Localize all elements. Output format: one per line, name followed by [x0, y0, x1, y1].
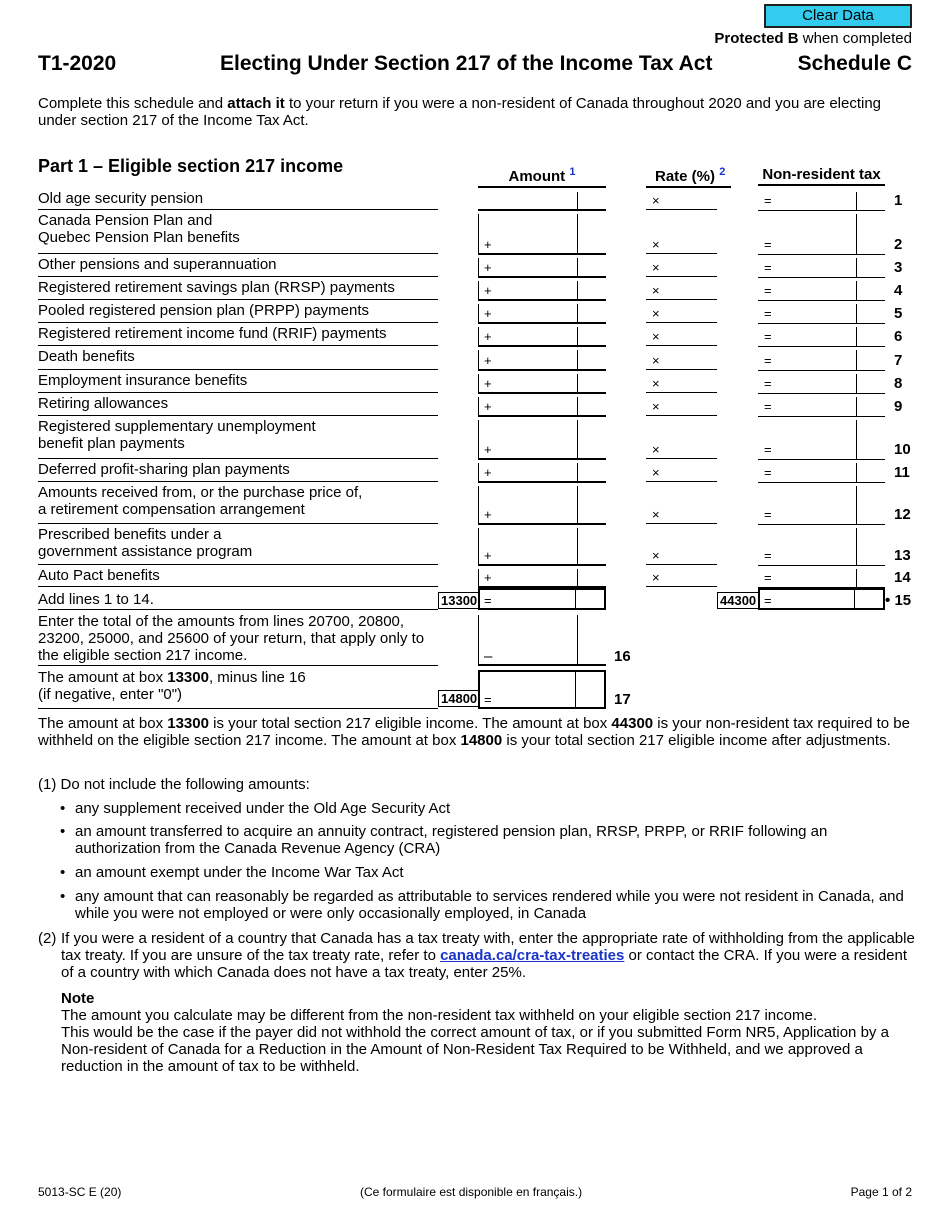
line7-tax-field[interactable] [758, 350, 885, 371]
line9-rule [38, 415, 438, 416]
line7-tax-cents[interactable] [856, 350, 857, 370]
box-13300: 13300 [438, 592, 480, 609]
line16-label: Enter the total of the amounts from lines 20700, 20800, 23200, 25000, and 25600 of your return, that apply only to the eligible section 217 income. [38, 613, 425, 664]
line13-tax-cents[interactable] [856, 528, 857, 565]
line12-tax-field[interactable] [758, 486, 885, 525]
line16-amount-cents[interactable] [577, 615, 578, 664]
line17-label [38, 669, 458, 703]
amount-header-text: Amount [508, 168, 566, 185]
line3-tax-cents[interactable] [856, 258, 857, 277]
line5-tax-cents[interactable] [856, 304, 857, 323]
line5-label: Pooled registered pension plan (PRPP) payments [38, 302, 370, 319]
line11-tax-cents[interactable] [856, 463, 857, 482]
line8-rule [38, 392, 438, 393]
line17-rule [38, 708, 438, 709]
line1-equals: = [764, 193, 772, 208]
summary-t1: The amount at box [38, 715, 168, 732]
line9-times: × [652, 399, 660, 414]
box-14800: 14800 [438, 690, 480, 707]
line6-plus: + [484, 329, 492, 344]
line13-equals: = [764, 548, 772, 563]
line13-amount-field[interactable] [478, 528, 606, 566]
line14-equals: = [764, 570, 772, 585]
line15-tax-cents[interactable] [854, 590, 855, 608]
line3-number: 3 [894, 259, 903, 276]
box-44300: 44300 [717, 592, 759, 609]
line6-number: 6 [894, 328, 903, 345]
line7-equals: = [764, 353, 772, 368]
summary-t4: is your total section 217 eligible income after adjustments. [502, 732, 891, 749]
line5-amount-field[interactable] [478, 304, 606, 324]
line12-amount-field[interactable] [478, 486, 606, 525]
line2-label: Canada Pension Plan and Quebec Pension Plan benefits [38, 212, 240, 246]
line2-tax-field[interactable] [758, 214, 885, 255]
line10-plus: + [484, 442, 492, 457]
line8-number: 8 [894, 375, 903, 392]
line7-rule [38, 369, 438, 370]
line10-rule [38, 458, 438, 459]
line2-amount-field[interactable] [478, 214, 606, 255]
line13-amount-cents[interactable] [577, 528, 578, 564]
line13-tax-field[interactable] [758, 528, 885, 566]
line2-amount-cents[interactable] [577, 214, 578, 253]
form-id: T1-2020 [38, 52, 117, 75]
line13-times: × [652, 548, 660, 563]
line11-amount-cents[interactable] [577, 463, 578, 481]
line9-amount-cents[interactable] [577, 397, 578, 415]
line17-amount-field[interactable] [478, 670, 606, 709]
line1-number: 1 [894, 192, 903, 209]
footer-page: Page 1 of 2 [850, 1185, 912, 1199]
footnote-2-ref[interactable]: 2 [719, 166, 726, 178]
line16-rule [38, 665, 438, 666]
footnote-1-ref[interactable]: 1 [569, 166, 576, 178]
line14-tax-cents[interactable] [856, 569, 857, 587]
page-title: Electing Under Section 217 of the Income Tax Act [220, 52, 713, 75]
line1-amount-field[interactable] [478, 192, 606, 211]
line17-equals: = [484, 692, 492, 707]
line14-number: 14 [894, 569, 911, 586]
line16-number: 16 [614, 648, 631, 665]
line15-equals: = [484, 593, 492, 608]
summary-t2: is your total section 217 eligible income. The amount at box [208, 715, 612, 732]
line4-tax-field[interactable] [758, 281, 885, 301]
line1-label: Old age security pension [38, 190, 204, 207]
line11-rule [38, 481, 438, 482]
line1-tax-cents[interactable] [856, 192, 857, 210]
bullet-text: any supplement received under the Old Age Security Act [75, 800, 451, 817]
line5-plus: + [484, 306, 492, 321]
line5-rule [38, 322, 438, 323]
intro-after: to your return if you were a non-resident of Canada throughout 2020 and you are electing under section 217 of the Income Tax Act. [38, 95, 882, 129]
line6-amount-field[interactable] [478, 327, 606, 347]
rate-header-text: Rate (%) [655, 168, 716, 185]
line3-plus: + [484, 260, 492, 275]
line14-rule [38, 586, 438, 587]
line10-label: Registered supplementary unemployment benefit plan payments [38, 418, 316, 452]
protected-bold: Protected B [714, 30, 799, 47]
line7-amount-field[interactable] [478, 350, 606, 371]
line4-number: 4 [894, 282, 903, 299]
line9-tax-cents[interactable] [856, 397, 857, 416]
line2-times: × [652, 237, 660, 252]
line14-amount-cents[interactable] [577, 569, 578, 586]
line5-equals: = [764, 306, 772, 321]
line4-equals: = [764, 283, 772, 298]
line15-tax-field[interactable] [758, 588, 885, 610]
line3-amount-field[interactable] [478, 258, 606, 278]
bullet-dot: • [60, 823, 66, 840]
footer-form-code: 5013-SC E (20) [38, 1185, 122, 1199]
line15-rule [38, 609, 438, 610]
line1-amount-cents[interactable] [577, 192, 578, 209]
line10-times: × [652, 442, 660, 457]
line9-plus: + [484, 399, 492, 414]
line12-plus: + [484, 507, 492, 522]
tax-treaties-link[interactable]: canada.ca/cra-tax-treaties [440, 947, 625, 964]
line14-times: × [652, 570, 660, 585]
line16-amount-field[interactable] [478, 615, 606, 666]
line15-amount-field[interactable] [478, 588, 606, 610]
line7-label: Death benefits [38, 348, 135, 365]
line3-amount-cents[interactable] [577, 258, 578, 276]
line14-amount-field[interactable] [478, 569, 606, 588]
note1-bullet-1 [60, 800, 910, 817]
note1-intro: (1) Do not include the following amounts: [38, 776, 310, 793]
line4-plus: + [484, 283, 492, 298]
line6-tax-cents[interactable] [856, 327, 857, 346]
intro-text [38, 95, 918, 129]
line15-tax-equals: = [764, 593, 772, 608]
bullet-dot: • [60, 800, 66, 817]
line6-rule [38, 345, 438, 346]
line7-amount-cents[interactable] [577, 350, 578, 369]
line13-number: 13 [894, 547, 911, 564]
line17-bold: 13300 [167, 669, 209, 686]
bullet-dot: • [60, 864, 66, 881]
note1-bullet-2 [60, 823, 910, 857]
line3-tax-field[interactable] [758, 258, 885, 278]
line14-label: Auto Pact benefits [38, 567, 160, 584]
line14-plus: + [484, 570, 492, 585]
amount-column-header [478, 166, 606, 188]
bullet-dot: • [60, 888, 66, 905]
line11-times: × [652, 465, 660, 480]
line5-tax-field[interactable] [758, 304, 885, 324]
line2-plus: + [484, 237, 492, 252]
line9-tax-field[interactable] [758, 397, 885, 417]
summary-b1: 13300 [167, 715, 209, 732]
line9-equals: = [764, 399, 772, 414]
line10-equals: = [764, 442, 772, 457]
line10-amount-cents[interactable] [577, 420, 578, 458]
protected-label [714, 30, 912, 47]
line12-equals: = [764, 507, 772, 522]
note2-b: or contact the CRA. If you were a resident of a country with which Canada does not have a tax treaty, enter 25%. [61, 947, 907, 981]
summary-b3: 14800 [460, 732, 503, 749]
line10-number: 10 [894, 441, 911, 458]
line9-amount-field[interactable] [478, 397, 606, 417]
line2-tax-cents[interactable] [856, 214, 857, 254]
line12-label: Amounts received from, or the purchase price of, a retirement compensation arrangement [38, 484, 363, 518]
line15-bullet: • [885, 592, 891, 609]
line10-amount-field[interactable] [478, 420, 606, 460]
line12-tax-cents[interactable] [856, 486, 857, 524]
note-p2: This would be the case if the payer did not withhold the correct amount of tax, or if you submitted Form NR5, Application by a Non-resident of Canada for a Reduction in the Amount of Non-Resident Tax Required to be Withheld, and we approved a reduction in the amount of tax to be withheld. [61, 1024, 889, 1075]
clear-data-button[interactable]: Clear Data [764, 4, 912, 28]
bullet-text: an amount transferred to acquire an annuity contract, registered pension plan, RRSP, PRPP, or RRIF following an authorization from the Canada Revenue Agency (CRA) [75, 823, 828, 857]
intro-before: Complete this schedule and [38, 95, 228, 112]
line11-number: 11 [894, 464, 910, 481]
line4-times: × [652, 283, 660, 298]
line17-b: , minus line 16 [208, 669, 306, 686]
line4-tax-cents[interactable] [856, 281, 857, 300]
part1-heading: Part 1 – Eligible section 217 income [38, 156, 344, 176]
line17-number: 17 [614, 691, 631, 708]
line2-number: 2 [894, 236, 903, 253]
line11-plus: + [484, 465, 492, 480]
line5-number: 5 [894, 305, 903, 322]
line10-tax-field[interactable] [758, 420, 885, 460]
line15-num: 15 [894, 592, 912, 609]
line3-rule [38, 276, 438, 277]
line12-rule [38, 523, 438, 524]
note1-bullet-3 [60, 864, 910, 881]
line2-equals: = [764, 237, 772, 252]
line11-equals: = [764, 465, 772, 480]
line8-tax-cents[interactable] [856, 374, 857, 393]
line14-tax-field[interactable] [758, 569, 885, 588]
line13-plus: + [484, 548, 492, 563]
line5-amount-cents[interactable] [577, 304, 578, 322]
line6-tax-field[interactable] [758, 327, 885, 347]
line6-label: Registered retirement income fund (RRIF) payments [38, 325, 387, 342]
line8-amount-field[interactable] [478, 374, 606, 394]
line15-number [885, 592, 911, 609]
line3-label: Other pensions and superannuation [38, 256, 277, 273]
protected-rest: when completed [798, 30, 912, 47]
line13-rule [38, 564, 438, 565]
bullet-text: an amount exempt under the Income War Tax Act [75, 864, 404, 881]
tax-column-header: Non-resident tax [758, 166, 885, 186]
line17-c: (if negative, enter "0") [38, 686, 183, 703]
line8-label: Employment insurance benefits [38, 372, 248, 389]
line6-amount-cents[interactable] [577, 327, 578, 345]
line11-tax-field[interactable] [758, 463, 885, 483]
note-heading: Note [61, 990, 95, 1007]
line5-times: × [652, 306, 660, 321]
summary-paragraph [38, 715, 918, 749]
line6-times: × [652, 329, 660, 344]
line16-minus: – [484, 648, 493, 665]
line17-amount-cents[interactable] [575, 672, 576, 707]
line4-amount-field[interactable] [478, 281, 606, 301]
line11-label: Deferred profit-sharing plan payments [38, 461, 290, 478]
note2-a: If you were a resident of a country that Canada has a tax treaty with, enter the appropriate rate of withholding from the applicable tax treaty. If you are unsure of the tax treaty rate, refer to [61, 930, 915, 964]
line9-label: Retiring allowances [38, 395, 169, 412]
note-p1: The amount you calculate may be different from the non-resident tax withheld on your eligible section 217 income. [61, 1007, 817, 1024]
line2-rule [38, 253, 438, 254]
summary-b2: 44300 [611, 715, 654, 732]
line3-equals: = [764, 260, 772, 275]
schedule-label: Schedule C [797, 52, 912, 75]
line4-rule [38, 299, 438, 300]
line12-amount-cents[interactable] [577, 486, 578, 523]
footer-french: (Ce formulaire est disponible en français.) [360, 1185, 583, 1199]
line7-number: 7 [894, 352, 903, 369]
summary-t3: is your non-resident tax required to be withheld on the eligible section 217 income. The amount at box [38, 715, 910, 749]
line1-tax-field[interactable] [758, 192, 885, 211]
line10-tax-cents[interactable] [856, 420, 857, 459]
note1-bullet-4 [60, 888, 910, 922]
line17-a: The amount at box [38, 669, 168, 686]
line7-plus: + [484, 353, 492, 368]
line7-times: × [652, 353, 660, 368]
line8-plus: + [484, 376, 492, 391]
line1-rule [38, 209, 438, 210]
note2 [38, 930, 918, 981]
line11-amount-field[interactable] [478, 463, 606, 483]
rate-column-header [646, 166, 731, 188]
line8-equals: = [764, 376, 772, 391]
line6-equals: = [764, 329, 772, 344]
line3-times: × [652, 260, 660, 275]
line8-amount-cents[interactable] [577, 374, 578, 392]
line12-times: × [652, 507, 660, 522]
line8-times: × [652, 376, 660, 391]
intro-bold: attach it [227, 95, 285, 112]
line4-amount-cents[interactable] [577, 281, 578, 299]
line15-label: Add lines 1 to 14. [38, 591, 154, 608]
line13-label: Prescribed benefits under a government assistance program [38, 526, 253, 560]
line9-number: 9 [894, 398, 903, 415]
line4-label: Registered retirement savings plan (RRSP) payments [38, 279, 395, 296]
line15-amount-cents[interactable] [575, 590, 576, 608]
line12-number: 12 [894, 506, 911, 523]
line1-times: × [652, 193, 660, 208]
note2-num: (2) [38, 930, 57, 947]
bullet-text: any amount that can reasonably be regarded as attributable to services rendered while you were not resident in Canada, and while you were not employed or were only occasionally employed, in Canada [75, 888, 904, 922]
line8-tax-field[interactable] [758, 374, 885, 394]
